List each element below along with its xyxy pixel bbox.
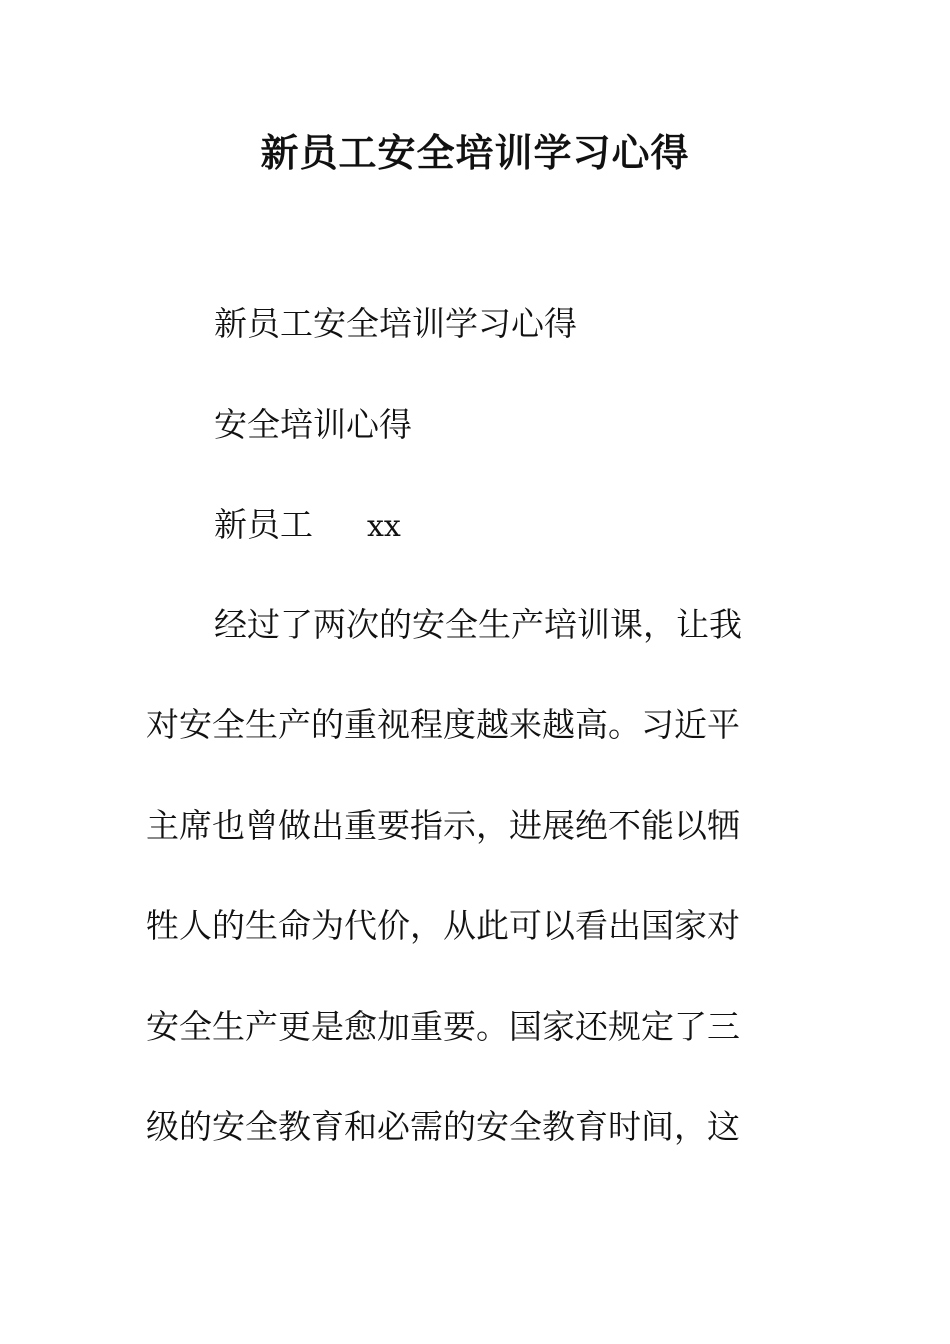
body-line: 安全生产更是愈加重要。国家还规定了三 bbox=[146, 1007, 740, 1046]
body-line: 对安全生产的重视程度越来越高。习近平 bbox=[146, 705, 740, 744]
author-label: 新员工 bbox=[214, 505, 313, 544]
body-line: 经过了两次的安全生产培训课，让我 bbox=[214, 605, 742, 644]
body-line: 牲人的生命为代价，从此可以看出国家对 bbox=[146, 906, 740, 945]
author-name: xx bbox=[367, 509, 401, 544]
subtitle-line: 新员工安全培训学习心得 bbox=[214, 304, 577, 343]
author-line bbox=[214, 502, 401, 550]
body-line: 主席也曾做出重要指示，进展绝不能以牺 bbox=[146, 806, 740, 845]
body-line: 级的安全教育和必需的安全教育时间，这 bbox=[146, 1107, 740, 1146]
document-title: 新员工安全培训学习心得 bbox=[260, 130, 690, 175]
section-heading: 安全培训心得 bbox=[214, 405, 412, 444]
